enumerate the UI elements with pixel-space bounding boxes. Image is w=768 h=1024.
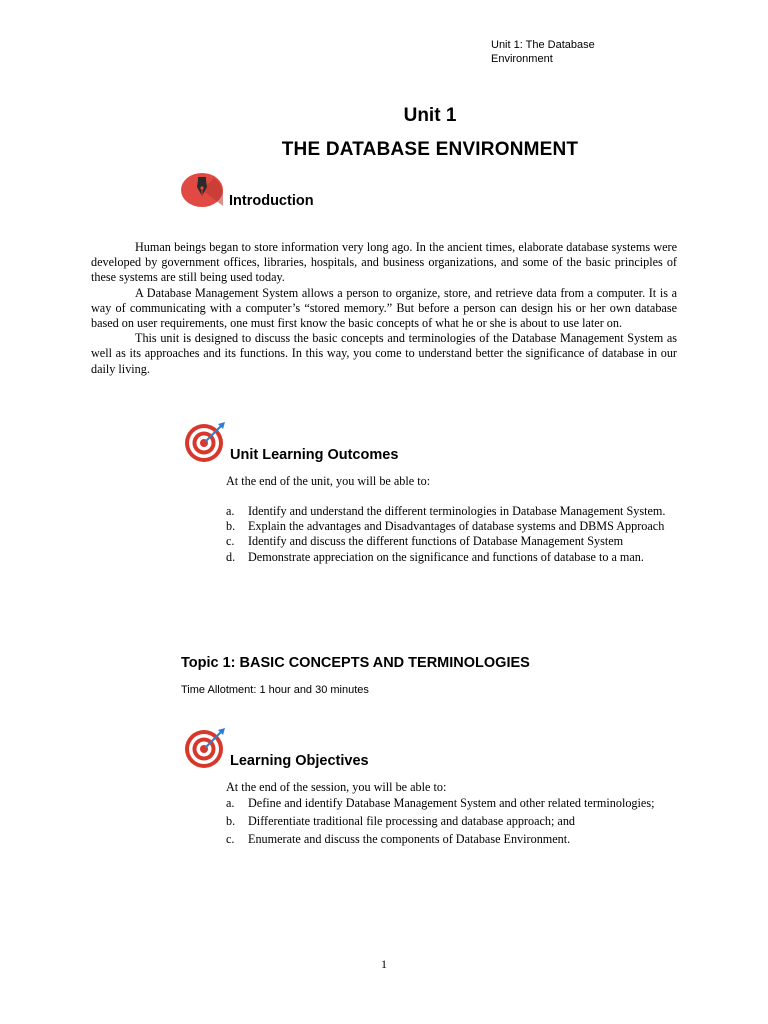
list-item: a. Define and identify Database Management System and other related terminologies; (226, 796, 655, 810)
objectives-list (226, 796, 666, 848)
running-header-line-2: Environment (491, 53, 553, 65)
target-icon (184, 421, 228, 468)
list-item: c. Identify and discuss the different functions of Database Management System (226, 534, 624, 549)
running-header-line-1: Unit 1: The Database (491, 39, 595, 51)
introduction-paragraph: This unit is designed to discuss the basic concepts and terminologies of the Database Management System as well as its approaches and its functions. In this way, you come to understand better the significance of database in our daily living. (91, 331, 677, 376)
introduction-paragraph: A Database Management System allows a person to organize, store, and retrieve data from a computer. It is a way of communicating with a computer’s “stored memory.” But before a person can design his or her own database based on user requirements, one must first know the basic concepts of what he or she is about to use later on. (91, 285, 677, 331)
list-item: c. Enumerate and discuss the components of Database Environment. (226, 832, 571, 847)
introduction-heading: Introduction (229, 193, 314, 209)
introduction-paragraph: Human beings began to store information very long ago. In the ancient times, elaborate database systems were developed by government offices, libraries, hospitals, and business organizations, and some of the basic principles of these systems are still being used today. (91, 240, 677, 285)
page-number: 1 (381, 957, 387, 971)
time-allotment: Time Allotment: 1 hour and 30 minutes (181, 684, 369, 696)
outcomes-list (226, 504, 666, 565)
target-icon (184, 727, 228, 774)
list-item: a. Identify and understand the different terminologies in Database Management System. (226, 504, 666, 518)
list-item: d. Demonstrate appreciation on the significance and functions of database to a man. (226, 549, 644, 564)
unit-number: Unit 1 (403, 105, 457, 126)
unit-learning-outcomes-heading: Unit Learning Outcomes (230, 447, 399, 463)
topic-heading (181, 655, 530, 671)
running-header (491, 38, 691, 66)
outcomes-intro: At the end of the unit, you will be able to: (226, 474, 431, 488)
objectives-intro: At the end of the session, you will be able to: (226, 780, 447, 794)
topic-prefix: Topic 1: (181, 655, 240, 671)
list-item: b. Differentiate traditional file processing and database approach; and (226, 814, 576, 829)
introduction-body (91, 240, 677, 377)
list-item: b. Explain the advantages and Disadvantages of database systems and DBMS Approach (226, 519, 665, 534)
unit-title: THE DATABASE ENVIRONMENT (281, 139, 579, 160)
topic-title: BASIC CONCEPTS AND TERMINOLOGIES (239, 655, 530, 671)
pen-nib-icon (180, 172, 226, 215)
learning-objectives-heading: Learning Objectives (230, 753, 369, 769)
